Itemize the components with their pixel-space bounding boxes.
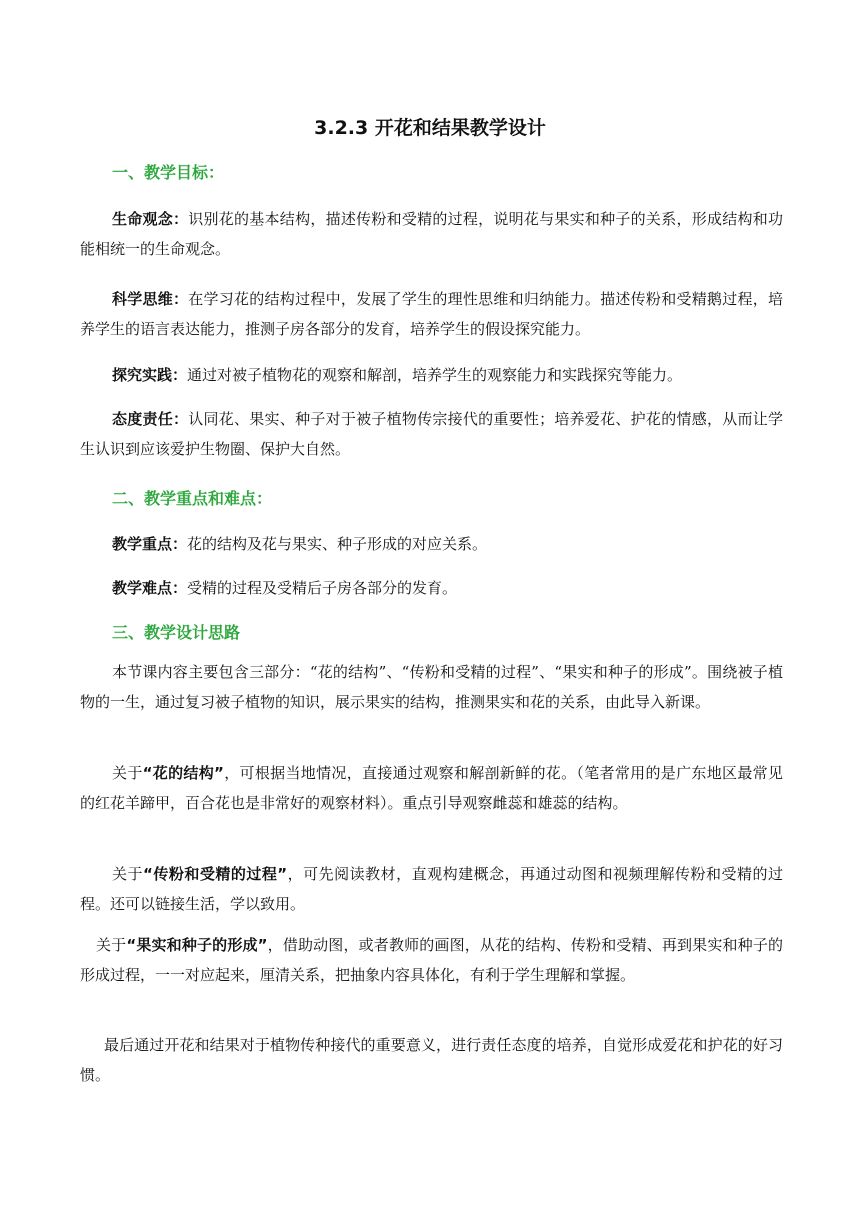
objective-text: 在学习花的结构过程中，发展了学生的理性思维和归纳能力。描述传粉和受精鹅过程，培养学生的语言表达能力，推测子房各部分的发育，培养学生的假设探究能力。 — [80, 290, 783, 338]
para-highlight: “花的结构” — [142, 764, 224, 782]
design-paragraph-fruit-seed — [80, 931, 783, 990]
design-paragraph-intro: 本节课内容主要包含三部分：“花的结构”、“传粉和受精的过程”、“果实和种子的形成”。围绕被子植物的一生，通过复习被子植物的知识，展示果实的结构，推测果实和花的关系，由此导入新课。 — [80, 663, 783, 711]
objective-attitude-responsibility — [80, 405, 783, 464]
objective-scientific-thinking — [80, 285, 783, 344]
para-body: ，借助动图，或者教师的画图，从花的结构、传粉和受精、再到果实和种子的形成过程，一一对应起来，厘清关系，把抽象内容具体化，有利于学生理解和掌握。 — [80, 936, 783, 984]
section-heading-objectives: 一、教学目标： — [112, 163, 225, 182]
design-paragraph-conclusion: 最后通过开花和结果对于植物传种接代的重要意义，进行责任态度的培养，自觉形成爱花和护花的好习惯。 — [80, 1036, 783, 1084]
objective-text: 识别花的基本结构，描述传粉和受精的过程，说明花与果实和种子的关系，形成结构和功能相统一的生命观念。 — [80, 210, 783, 258]
para-body: ，可根据当地情况，直接通过观察和解剖新鲜的花。（笔者常用的是广东地区最常见的红花羊蹄甲，百合花也是非常好的观察材料）。重点引导观察雌蕊和雄蕊的结构。 — [80, 764, 783, 812]
para-prefix: 关于 — [112, 764, 143, 782]
key-point — [80, 530, 783, 560]
para-prefix: 关于 — [112, 865, 143, 883]
difficult-point-text: 受精的过程及受精后子房各部分的发育。 — [187, 579, 458, 597]
objective-text: 通过对被子植物花的观察和解剖，培养学生的观察能力和实践探究等能力。 — [187, 366, 683, 384]
objective-life-concept — [80, 205, 783, 264]
objective-inquiry-practice — [80, 361, 783, 391]
para-body: ，可先阅读教材，直观构建概念，再通过动图和视频理解传粉和受精的过程。还可以链接生活，学以致用。 — [80, 865, 783, 913]
key-point-text: 花的结构及花与果实、种子形成的对应关系。 — [187, 535, 488, 553]
objective-lead: 科学思维： — [112, 290, 189, 308]
key-point-lead: 教学重点： — [112, 535, 188, 553]
objective-lead: 探究实践： — [112, 366, 188, 384]
objective-text: 认同花、果实、种子对于被子植物传宗接代的重要性；培养爱花、护花的情感，从而让学生认识到应该爱护生物圈、保护大自然。 — [80, 410, 783, 458]
para-highlight: “果实和种子的形成” — [126, 936, 268, 954]
para-highlight: “传粉和受精的过程” — [143, 865, 288, 883]
objective-lead: 生命观念： — [112, 210, 189, 228]
para-prefix: 关于 — [96, 936, 127, 954]
section-heading-key-points: 二、教学重点和难点： — [112, 489, 273, 508]
page-title: 3.2.3 开花和结果教学设计 — [314, 117, 546, 139]
section-heading-design-ideas: 三、教学设计思路 — [112, 623, 241, 642]
design-paragraph-pollination — [80, 860, 783, 919]
design-paragraph-flower-structure — [80, 759, 783, 818]
difficult-point-lead: 教学难点： — [112, 579, 188, 597]
difficult-point — [80, 574, 783, 604]
objective-lead: 态度责任： — [112, 410, 189, 428]
